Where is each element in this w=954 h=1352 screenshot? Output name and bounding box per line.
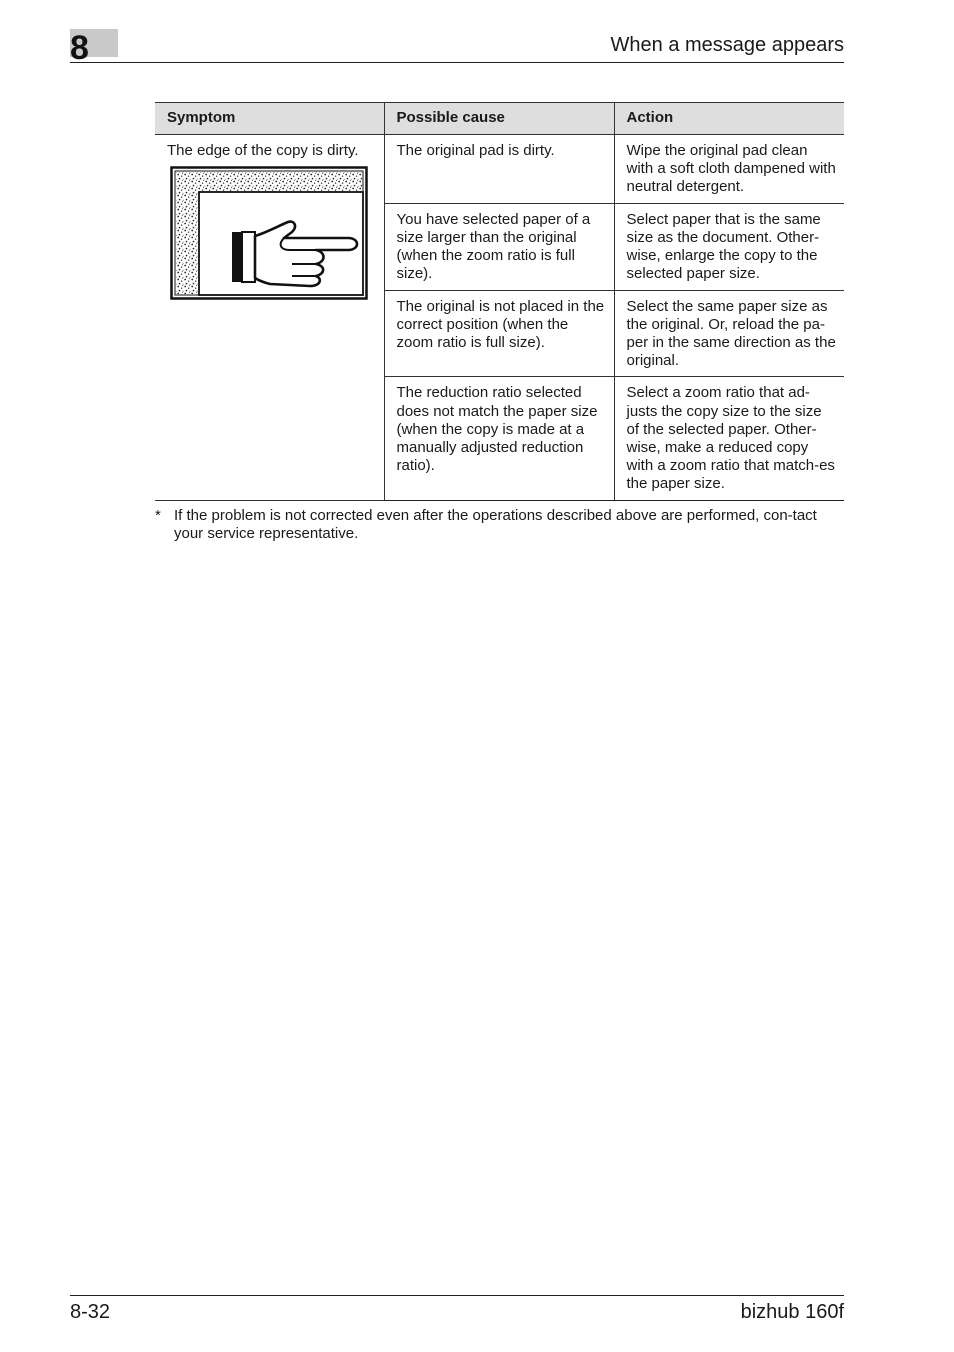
action-cell: Wipe the original pad clean with a soft cloth dampened with neutral detergent.: [614, 135, 844, 204]
table-row: [155, 135, 844, 204]
troubleshooting-table: [155, 102, 844, 501]
page-number: 8-32: [70, 1301, 111, 1323]
column-header-action: Action: [614, 103, 844, 135]
product-name: bizhub 160f: [740, 1301, 844, 1323]
footnote-text: If the problem is not corrected even after the operations described above are performed, con-tact your service representative.: [174, 507, 817, 543]
cause-cell: The reduction ratio selected does not match the paper size (when the copy is made at a manually adjusted reduction ratio).: [384, 377, 614, 500]
cause-cell: You have selected paper of a size larger than the original (when the zoom ratio is full size).: [384, 203, 614, 290]
pointing-hand-icon: [170, 166, 368, 300]
table-header-row: [155, 103, 844, 135]
section-title: When a message appears: [610, 34, 844, 56]
column-header-symptom: Symptom: [155, 103, 384, 135]
action-cell: Select paper that is the same size as the document. Other-wise, enlarge the copy to the selected paper size.: [614, 203, 844, 290]
action-cell: Select a zoom ratio that ad-justs the copy size to the size of the selected paper. Other-wise, make a reduced copy with a zoom ratio that match-es the paper size.: [614, 377, 844, 500]
chapter-number: 8: [70, 29, 89, 67]
footnote-marker: *: [155, 507, 161, 524]
footnote: [155, 507, 844, 543]
symptom-text: The edge of the copy is dirty.: [167, 142, 359, 159]
action-cell: Select the same paper size as the original. Or, reload the pa-per in the same direction as the original.: [614, 290, 844, 377]
cause-cell: The original is not placed in the correct position (when the zoom ratio is full size).: [384, 290, 614, 377]
header-divider: [70, 62, 844, 63]
footer-divider: [70, 1295, 844, 1296]
symptom-cell: [155, 135, 384, 501]
column-header-cause: Possible cause: [384, 103, 614, 135]
cause-cell: The original pad is dirty.: [384, 135, 614, 204]
